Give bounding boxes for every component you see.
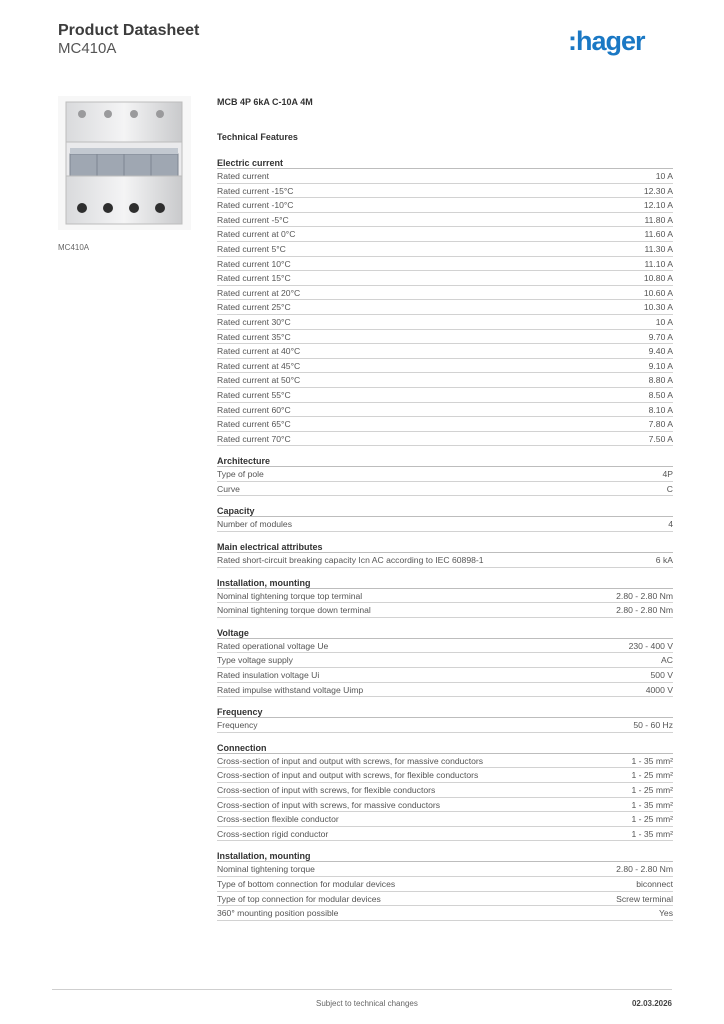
spec-value: 10.80 A bbox=[643, 273, 673, 284]
spec-value: 9.40 A bbox=[648, 346, 673, 357]
spec-row bbox=[217, 388, 673, 403]
technical-content bbox=[217, 97, 673, 921]
spec-label: Cross-section of input with screws, for massive conductors bbox=[217, 799, 441, 810]
spec-section bbox=[217, 706, 673, 733]
spec-value: 1 - 25 mm² bbox=[631, 770, 673, 781]
spec-value: 7.80 A bbox=[648, 419, 673, 430]
spec-row bbox=[217, 754, 673, 769]
spec-row bbox=[217, 862, 673, 877]
spec-value: 12.30 A bbox=[643, 185, 673, 196]
spec-label: Cross-section of input and output with screws, for massive conductors bbox=[217, 755, 484, 766]
spec-label: Rated insulation voltage Ui bbox=[217, 670, 320, 681]
spec-row bbox=[217, 827, 673, 842]
spec-value: 4P bbox=[662, 469, 673, 480]
spec-row bbox=[217, 892, 673, 907]
spec-row bbox=[217, 798, 673, 813]
spec-value: biconnect bbox=[636, 878, 673, 889]
spec-value: 7.50 A bbox=[648, 433, 673, 444]
spec-row bbox=[217, 359, 673, 374]
spec-label: Cross-section of input with screws, for flexible conductors bbox=[217, 785, 436, 795]
spec-row bbox=[217, 668, 673, 683]
section-heading: Capacity bbox=[217, 505, 673, 517]
spec-label: Rated current 65°C bbox=[217, 419, 291, 430]
spec-section bbox=[217, 541, 673, 568]
section-heading: Installation, mounting bbox=[217, 577, 673, 589]
spec-label: 360° mounting position possible bbox=[217, 908, 339, 919]
spec-value: 11.30 A bbox=[644, 243, 673, 254]
spec-value: 500 V bbox=[650, 670, 673, 681]
hager-logo bbox=[568, 28, 678, 58]
product-image bbox=[58, 96, 191, 230]
spec-value: 9.10 A bbox=[648, 360, 673, 371]
spec-row bbox=[217, 344, 673, 359]
spec-label: Rated current 30°C bbox=[217, 316, 291, 327]
spec-value: Yes bbox=[658, 908, 673, 919]
spec-label: Type voltage supply bbox=[217, 655, 293, 666]
spec-row bbox=[217, 639, 673, 654]
spec-row bbox=[217, 271, 673, 286]
spec-value: 11.80 A bbox=[644, 214, 673, 225]
spec-label: Rated current 35°C bbox=[217, 331, 291, 342]
spec-row bbox=[217, 906, 673, 921]
spec-sections bbox=[217, 157, 673, 921]
section-heading: Voltage bbox=[217, 627, 673, 639]
logo-text: :hager bbox=[568, 28, 645, 56]
spec-value: 8.10 A bbox=[648, 404, 673, 415]
spec-label: Type of bottom connection for modular devices bbox=[217, 878, 396, 889]
spec-row bbox=[217, 169, 673, 184]
spec-label: Rated current 25°C bbox=[217, 302, 291, 313]
spec-row bbox=[217, 517, 673, 532]
spec-value: 1 - 35 mm² bbox=[631, 799, 673, 810]
spec-value: 2.80 - 2.80 Nm bbox=[616, 864, 673, 875]
spec-row bbox=[217, 300, 673, 315]
spec-row bbox=[217, 603, 673, 618]
spec-label: Nominal tightening torque down terminal bbox=[217, 605, 371, 616]
spec-row bbox=[217, 286, 673, 301]
spec-value: 12.10 A bbox=[643, 200, 673, 211]
spec-label: Rated current 60°C bbox=[217, 404, 291, 415]
spec-value: 11.60 A bbox=[644, 229, 673, 240]
product-code: MC410A bbox=[58, 40, 117, 57]
spec-row bbox=[217, 467, 673, 482]
spec-label: Rated current 5°C bbox=[217, 243, 286, 254]
spec-value: 9.70 A bbox=[648, 331, 673, 342]
spec-value: 8.80 A bbox=[648, 375, 673, 386]
spec-label: Type of top connection for modular devices bbox=[217, 893, 381, 904]
product-name: MCB 4P 6kA C-10A 4M bbox=[217, 97, 313, 107]
spec-label: Cross-section rigid conductor bbox=[217, 828, 329, 839]
image-caption: MC410A bbox=[58, 243, 90, 252]
spec-value: 1 - 35 mm² bbox=[631, 828, 673, 839]
spec-row bbox=[217, 403, 673, 418]
spec-row bbox=[217, 242, 673, 257]
spec-label: Rated impulse withstand voltage Uimp bbox=[217, 684, 364, 695]
footer-note: Subject to technical changes bbox=[316, 999, 418, 1008]
spec-label: Rated current 55°C bbox=[217, 389, 291, 400]
spec-row bbox=[217, 589, 673, 604]
spec-row bbox=[217, 768, 673, 783]
spec-value: Screw terminal bbox=[616, 893, 673, 904]
spec-value: 10 A bbox=[655, 171, 673, 181]
spec-row bbox=[217, 432, 673, 447]
spec-row bbox=[217, 718, 673, 733]
spec-value: 1 - 35 mm² bbox=[631, 755, 673, 766]
section-heading: Electric current bbox=[217, 157, 673, 169]
spec-value: 6 kA bbox=[655, 555, 673, 566]
spec-section bbox=[217, 850, 673, 920]
spec-label: Number of modules bbox=[217, 519, 292, 530]
spec-row bbox=[217, 213, 673, 228]
spec-label: Nominal tightening torque top terminal bbox=[217, 590, 363, 601]
spec-row bbox=[217, 315, 673, 330]
spec-label: Rated current at 20°C bbox=[217, 287, 301, 298]
spec-row bbox=[217, 877, 673, 892]
spec-row bbox=[217, 482, 673, 497]
spec-row bbox=[217, 227, 673, 242]
spec-row bbox=[217, 198, 673, 213]
spec-label: Cross-section of input and output with screws, for flexible conductors bbox=[217, 770, 479, 781]
footer-date: 02.03.2026 bbox=[631, 999, 672, 1008]
technical-features-heading: Technical Features bbox=[217, 132, 298, 142]
spec-label: Rated current 70°C bbox=[217, 433, 291, 444]
spec-value: 50 - 60 Hz bbox=[633, 720, 673, 731]
section-heading: Architecture bbox=[217, 455, 673, 467]
spec-section bbox=[217, 742, 673, 842]
spec-row bbox=[217, 257, 673, 272]
spec-value: 2.80 - 2.80 Nm bbox=[616, 590, 673, 601]
spec-row bbox=[217, 330, 673, 345]
section-heading: Connection bbox=[217, 742, 673, 754]
spec-value: 10.60 A bbox=[643, 287, 673, 298]
spec-label: Rated current -15°C bbox=[217, 185, 294, 196]
spec-row bbox=[217, 373, 673, 388]
spec-label: Frequency bbox=[217, 720, 258, 731]
spec-label: Rated current -10°C bbox=[217, 200, 294, 211]
spec-label: Curve bbox=[217, 483, 240, 494]
spec-label: Nominal tightening torque bbox=[217, 864, 315, 875]
spec-row bbox=[217, 812, 673, 827]
footer-divider bbox=[52, 989, 672, 990]
spec-label: Rated current 10°C bbox=[217, 258, 291, 269]
spec-label: Cross-section flexible conductor bbox=[217, 814, 339, 825]
spec-section bbox=[217, 627, 673, 697]
section-heading: Installation, mounting bbox=[217, 850, 673, 862]
spec-value: 230 - 400 V bbox=[628, 640, 673, 651]
spec-label: Rated operational voltage Ue bbox=[217, 640, 329, 651]
spec-label: Rated current at 40°C bbox=[217, 346, 301, 357]
spec-section bbox=[217, 505, 673, 532]
spec-row bbox=[217, 184, 673, 199]
spec-value: 1 - 25 mm² bbox=[631, 785, 673, 795]
spec-label: Rated current bbox=[217, 171, 270, 181]
spec-value: 4 bbox=[668, 519, 673, 530]
spec-value: 1 - 25 mm² bbox=[631, 814, 673, 825]
spec-label: Rated current at 0°C bbox=[217, 229, 296, 240]
spec-value: 4000 V bbox=[645, 684, 673, 695]
document-title: Product Datasheet bbox=[58, 22, 200, 39]
spec-label: Rated current -5°C bbox=[217, 214, 289, 225]
spec-label: Rated short-circuit breaking capacity Icn AC according to IEC 60898-1 bbox=[217, 555, 484, 566]
spec-value: 10.30 A bbox=[643, 302, 673, 313]
spec-row bbox=[217, 553, 673, 568]
spec-row bbox=[217, 683, 673, 698]
spec-value: 10 A bbox=[655, 316, 673, 327]
spec-value: 11.10 A bbox=[644, 258, 673, 269]
spec-section bbox=[217, 455, 673, 496]
spec-section bbox=[217, 157, 673, 446]
spec-value: AC bbox=[661, 655, 673, 666]
spec-row bbox=[217, 783, 673, 798]
spec-row bbox=[217, 653, 673, 668]
spec-label: Type of pole bbox=[217, 469, 264, 480]
spec-value: 2.80 - 2.80 Nm bbox=[616, 605, 673, 616]
section-heading: Frequency bbox=[217, 706, 673, 718]
spec-value: 8.50 A bbox=[648, 389, 673, 400]
section-heading: Main electrical attributes bbox=[217, 541, 673, 553]
spec-label: Rated current at 45°C bbox=[217, 360, 301, 371]
spec-row bbox=[217, 417, 673, 432]
spec-section bbox=[217, 577, 673, 618]
spec-value: C bbox=[666, 483, 673, 494]
spec-label: Rated current at 50°C bbox=[217, 375, 301, 386]
spec-label: Rated current 15°C bbox=[217, 273, 291, 284]
